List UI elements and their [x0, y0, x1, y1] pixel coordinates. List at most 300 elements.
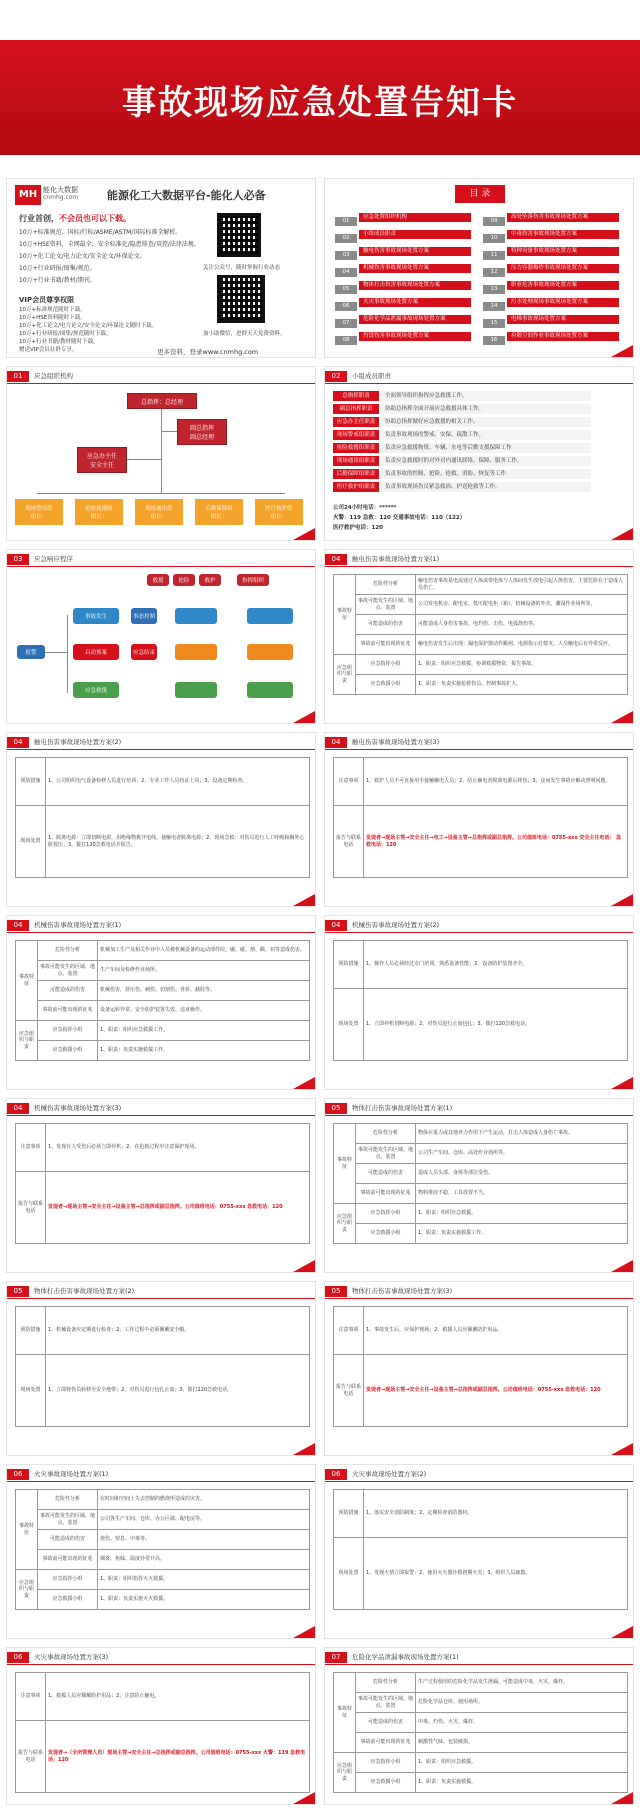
duty-role: 应急办主任职责	[333, 417, 379, 427]
table-row	[16, 1490, 310, 1510]
plan-table	[333, 940, 628, 1061]
table-label-cell: 应急救援小组	[356, 675, 416, 695]
duty-description: 负责事故现场伤员紧急救治、护送抢救等工作。	[381, 482, 591, 492]
table-label-cell: 事故可能发生的区域、地点、装置	[356, 1693, 416, 1713]
table-label-cell: 事故可能发生的区域、地点、装置	[356, 595, 416, 615]
corner-decoration	[611, 528, 633, 540]
table-row	[334, 1224, 628, 1244]
duty-footer-line: 公司24小时电话：******	[333, 505, 397, 511]
ad-sub-pre: 行业首创，	[19, 214, 59, 223]
table-value-cell: 公司发电机房、配电室、低压配电柜（箱）、机械设备的外壳、潮湿作业场所等。	[416, 595, 628, 615]
catalog-item-label: 高处坠落伤害事故现场处置方案	[507, 213, 619, 222]
ad-line: 10万+HSE资料，全网最全，安全标准化/隐患排查/双控/法律法规。	[19, 241, 200, 248]
vip-title: VIP会员尊享权限	[19, 296, 75, 304]
plan-slide	[324, 1464, 634, 1639]
table-value-cell: 1、职责：组织应急救援，协调救援物资，报告事故。	[416, 655, 628, 675]
duty-role: 现场警戒组职责	[333, 430, 379, 440]
catalog-item-label: 机械伤害事故现场处置方案	[359, 264, 471, 273]
catalog-item-label: 物体打击伤害事故现场处置方案	[359, 281, 471, 290]
table-label-cell: 预防措施	[334, 941, 364, 989]
plan-table	[15, 757, 310, 878]
table-value-cell: 1、职责：组织指挥灭火救援。	[98, 1570, 310, 1590]
table-group-cell: 事故特征	[334, 1673, 356, 1753]
catalog-item-label: 污水处理现场事故现场处置方案	[507, 298, 619, 307]
table-value-cell: 造成人员头部、身体等部位受伤。	[416, 1164, 628, 1184]
plan-slide	[6, 1281, 316, 1456]
corner-decoration	[611, 1443, 633, 1455]
catalog-item-label: 电梯事故现场处置方案	[507, 315, 619, 324]
table-group-cell: 应急组织与职责	[16, 1570, 38, 1610]
table-label-cell: 可能造成的伤害	[356, 1164, 416, 1184]
table-value-cell: 1、事故发生后，应保护现场；2、救援人员应佩戴防护用品。	[364, 1307, 628, 1355]
table-value-cell: 1、职责：负责实施灭火救援。	[98, 1590, 310, 1610]
table-label-cell: 事故可能发生的区域、地点、装置	[38, 961, 98, 981]
catalog-item-number: 06	[335, 302, 357, 311]
table-label-cell: 现场处置	[16, 806, 46, 878]
table-row	[16, 1590, 310, 1610]
table-label-cell: 事故前可能出现的征兆	[356, 1733, 416, 1753]
catalog-item-label: 中毒伤害事故现场处置方案	[507, 230, 619, 239]
table-value-cell: 1、救援人员应佩戴防护用品；2、注意防止触电。	[46, 1673, 310, 1721]
flow-role: 救护	[199, 574, 221, 586]
table-label-cell: 可能造成的伤害	[356, 615, 416, 635]
plan-slide	[324, 915, 634, 1090]
slide-divider	[7, 1481, 315, 1482]
table-row	[16, 1510, 310, 1530]
table-value-cell: 在时间和空间上失去控制的燃烧所造成的灾害。	[98, 1490, 310, 1510]
table-label-cell: 危险性分析	[356, 575, 416, 595]
catalog-item	[335, 281, 471, 290]
table-row	[16, 1673, 310, 1721]
flow-action	[247, 682, 293, 698]
slide-title: 火灾事故现场处置方案(2)	[352, 1470, 427, 1478]
flow-action	[247, 608, 293, 624]
table-label-cell: 应急指挥小组	[38, 1021, 98, 1041]
flow-node: 事态控制	[131, 608, 157, 624]
table-label-cell: 事故前可能出现的征兆	[356, 1184, 416, 1204]
table-value-cell: 1、操作人员必须经过专门培训，熟悉设备性能；2、设备防护装置齐全。	[364, 941, 628, 989]
plan-table	[15, 1306, 310, 1427]
catalog-item-number: 14	[483, 302, 505, 311]
table-row	[334, 758, 628, 806]
slide-title: 小组成员职责	[352, 372, 391, 380]
ad-headline: 能源化工大数据平台-能化人必备	[107, 189, 266, 202]
table-row	[334, 655, 628, 675]
table-value-cell: 1、职责：组织应急救援。	[416, 1204, 628, 1224]
table-value-cell: 1、脱离电源：立即切断电源，用绝缘物挑开电线，使触电者脱离电源；2、现场急救：对伤员进行人工呼吸和胸外心脏按压；3、拨打120急救电话并报告。	[46, 806, 310, 878]
duty-role: 总指挥职责	[333, 391, 379, 401]
plan-table	[333, 574, 628, 695]
table-row	[334, 989, 628, 1061]
plan-slide	[324, 1281, 634, 1456]
table-value-cell: 危险化学品仓库、使用场所。	[416, 1693, 628, 1713]
corner-decoration	[611, 1626, 633, 1638]
table-value-cell: 生产车间及检修作业场所。	[98, 961, 310, 981]
ad-line: 10万+行业研报/图集/规范。	[19, 265, 96, 272]
table-value-cell: 发现者→（全所管理人员）现场主管→安全主任→总指挥或副总指挥。公司值班电话：0755-xxx 火警：119 急救电话：120	[46, 1721, 310, 1793]
table-label-cell: 预防措施	[16, 1307, 46, 1355]
flow-step: 应急救援	[73, 682, 119, 698]
catalog-item	[335, 230, 471, 239]
table-label-cell: 现场处置	[16, 1355, 46, 1427]
duty-description: 负责应急救援物资、车辆、水电等后勤支援保障工作	[381, 443, 591, 453]
plan-slide	[6, 732, 316, 907]
flow-action	[175, 608, 217, 624]
table-row	[334, 1538, 628, 1610]
table-row	[334, 1164, 628, 1184]
plan-table	[333, 757, 628, 878]
table-value-cell: 1、公司组织电气设备检修人员进行培训；2、专业工作人员持证上岗；3、设备定期检查。	[46, 758, 310, 806]
plan-slide	[324, 549, 634, 724]
table-row	[334, 1673, 628, 1693]
slide-divider	[325, 1298, 633, 1299]
flow-role: 抢险	[173, 574, 195, 586]
catalog-item-number: 01	[335, 217, 357, 226]
catalog-item-label: 灼烫伤害事故现场处置方案	[359, 332, 471, 341]
table-row	[16, 1530, 310, 1550]
table-label-cell: 注意事项	[334, 1307, 364, 1355]
catalog-item	[483, 332, 619, 341]
slide-number: 06	[325, 1469, 347, 1480]
catalog-item	[335, 213, 471, 222]
ad-line: 10万+化工论文/电力论文/安全论文/环保论文。	[19, 253, 146, 260]
table-value-cell: 1、职责：负责实施救援。	[416, 1773, 628, 1793]
catalog-item-label: 有限空间作业事故现场处置方案	[507, 332, 619, 341]
table-row	[16, 1570, 310, 1590]
table-value-cell: 1、救护人员不可直接用手接触触电人员；2、防止触电者脱离电源后摔伤；3、夜间发生事故应解决照明问题。	[364, 758, 628, 806]
duty-description: 全面领导组织指挥应急救援工作。	[381, 391, 591, 401]
table-row	[334, 806, 628, 878]
corner-decoration	[293, 1077, 315, 1089]
table-value-cell: 物体在重力或其他外力作用下产生运动，打击人体造成人身伤亡事故。	[416, 1124, 628, 1144]
table-row	[16, 1172, 310, 1244]
catalog-title: 目 录	[455, 185, 505, 203]
org-slide	[6, 366, 316, 541]
table-row	[334, 615, 628, 635]
table-value-cell: 1、职责：负责实施救援工作。	[98, 1041, 310, 1061]
table-row	[334, 1144, 628, 1164]
flow-step: 事故发生	[73, 608, 119, 624]
flow-action	[247, 644, 293, 660]
slide-divider	[7, 932, 315, 933]
table-group-cell: 应急组织与职责	[16, 1021, 38, 1061]
catalog-item	[335, 247, 471, 256]
table-row	[16, 806, 310, 878]
slide-number: 07	[325, 1652, 347, 1663]
table-label-cell: 应急指挥小组	[356, 1204, 416, 1224]
plan-slide	[324, 1098, 634, 1273]
catalog-item	[483, 264, 619, 273]
table-label-cell: 报告与联系电话	[334, 1355, 364, 1427]
catalog-item-label: 压力容器爆炸事故现场处置方案	[507, 264, 619, 273]
slide-divider	[7, 1664, 315, 1665]
duty-description: 负责事故的控制、抢险、抢救、消防、恢复等工作	[381, 469, 591, 479]
table-label-cell: 预防措施	[16, 758, 46, 806]
ad-line: 10万+行业书籍/教材/期刊。	[19, 277, 96, 284]
qr2-caption: 加小助微信，进群天天免费资料。	[203, 331, 286, 337]
table-row	[334, 1693, 628, 1713]
slide-number: 03	[7, 554, 29, 565]
slide-title: 触电伤害事故现场处置方案(3)	[352, 738, 440, 746]
slide-title: 危险化学品泄漏事故现场处置方案(1)	[352, 1653, 459, 1661]
table-label-cell: 应急救援小组	[38, 1590, 98, 1610]
corner-decoration	[293, 1792, 315, 1804]
table-value-cell: 设备运转异常、安全防护装置失效、违章操作。	[98, 1001, 310, 1021]
table-row	[16, 1001, 310, 1021]
slide-divider	[325, 1664, 633, 1665]
vip-item: 赠送VIP会员社群专享。	[19, 347, 78, 353]
table-row	[16, 941, 310, 961]
table-value-cell: 1、发现火情立即报警；2、使用灭火器扑救初期火灾；3、组织人员疏散。	[364, 1538, 628, 1610]
table-value-cell: 1、立即将伤员转移至安全地带；2、对伤员进行包扎止血；3、拨打120急救电话。	[46, 1355, 310, 1427]
org-team: 后勤保障组 组长：	[195, 499, 243, 525]
table-value-cell: 触电伤害发生后出现：漏电保护器动作跳闸、电源指示灯熄灭、人员触电后有异常反应。	[416, 635, 628, 655]
slide-title: 物体打击伤害事故现场处置方案(2)	[34, 1287, 135, 1295]
slide-divider	[325, 932, 633, 933]
table-row	[334, 595, 628, 615]
table-row	[334, 941, 628, 989]
flow-start: 报警	[17, 645, 45, 659]
slide-divider	[7, 566, 315, 567]
table-row	[334, 1733, 628, 1753]
table-row	[16, 1550, 310, 1570]
page-title: 事故现场应急处置告知卡	[122, 83, 518, 123]
plan-slide	[324, 732, 634, 907]
table-row	[334, 675, 628, 695]
slide-number: 05	[325, 1103, 347, 1114]
vip-item: 10万+标准规范随时下载。	[19, 307, 86, 313]
table-group-cell: 事故特征	[16, 941, 38, 1021]
slide-number: 06	[7, 1652, 29, 1663]
table-value-cell: 1、发现有人受伤后必须立即停机；2、在抢救过程中注意保护现场。	[46, 1124, 310, 1172]
duty-role: 抢险救援组职责	[333, 443, 379, 453]
catalog-item-number: 13	[483, 285, 505, 294]
corner-decoration	[293, 1260, 315, 1272]
table-row	[334, 575, 628, 595]
catalog-item-number: 10	[483, 234, 505, 243]
table-label-cell: 预防措施	[334, 1490, 364, 1538]
table-label-cell: 现场处置	[334, 989, 364, 1061]
slide-title: 物体打击伤害事故现场处置方案(3)	[352, 1287, 453, 1295]
ad-slide	[6, 178, 316, 358]
slide-title: 触电伤害事故现场处置方案(1)	[352, 555, 440, 563]
duty-role: 副总指挥职责	[333, 404, 379, 414]
duty-description: 协助总指挥做好应急救援的相关工作。	[381, 417, 591, 427]
catalog-item	[335, 264, 471, 273]
flow-node: 应急结束	[131, 644, 157, 660]
catalog-item-number: 02	[335, 234, 357, 243]
table-group-cell: 事故特征	[334, 575, 356, 655]
org-team: 现场通讯组 组长：	[135, 499, 183, 525]
table-label-cell: 危险性分析	[38, 1490, 98, 1510]
table-label-cell: 注意事项	[16, 1673, 46, 1721]
slide-divider	[7, 749, 315, 750]
duty-role: 现场通讯组职责	[333, 456, 379, 466]
slide-divider	[325, 1115, 633, 1116]
org-team: 现场警戒组 组长：	[15, 499, 63, 525]
plan-slide	[6, 1647, 316, 1805]
table-label-cell: 事故前可能出现的征兆	[38, 1550, 98, 1570]
duty-description: 协助总指挥全面开展应急救援具体工作。	[381, 404, 591, 414]
table-value-cell: 1、职责：负责实施救援工作。	[416, 1224, 628, 1244]
slide-number: 05	[7, 1286, 29, 1297]
duty-slide	[324, 366, 634, 541]
table-value-cell: 发现者→现场主管→安全主任→设备主管→总指挥或副总指挥。公司值班电话：0755-xxx 急救电话：120	[46, 1172, 310, 1244]
table-value-cell: 机械加工生产及相关作业中人员被机械设备的运动部件绞、碾、碰、割、戳、切等造成伤害。	[98, 941, 310, 961]
org-team: 医疗救护组 组长：	[255, 499, 303, 525]
slide-divider	[325, 383, 633, 384]
org-team: 抢险救援组 组长：	[75, 499, 123, 525]
table-label-cell: 报告与联系电话	[16, 1172, 46, 1244]
duty-footer-line: 医疗救护电话：120	[333, 525, 383, 531]
vip-item: 10万+行业书籍/教材随时下载。	[19, 339, 99, 345]
ad-footer: 更多资料，登录www.cnmhg.com	[157, 348, 259, 356]
plan-table	[333, 1123, 628, 1244]
catalog-item	[335, 298, 471, 307]
table-row	[16, 1355, 310, 1427]
table-value-cell: 1、落实安全消防制度；2、定期检查消防器材。	[364, 1490, 628, 1538]
plan-table	[15, 940, 310, 1061]
table-label-cell: 事故前可能出现的征兆	[38, 1001, 98, 1021]
catalog-item-label: 小组成员职责	[359, 230, 471, 239]
org-commander: 总指挥：总经理	[127, 393, 197, 409]
corner-decoration	[293, 711, 315, 723]
catalog-item-label: 危险化学品泄漏事故现场处置方案	[359, 315, 471, 324]
table-row	[334, 1753, 628, 1773]
table-row	[334, 1307, 628, 1355]
table-value-cell: 1、立即停机切断电源；2、对伤员进行止血包扎；3、拨打120急救电话。	[364, 989, 628, 1061]
catalog-slide	[324, 178, 634, 358]
table-row	[334, 1355, 628, 1427]
table-label-cell: 危险性分析	[356, 1673, 416, 1693]
flow-role: 救援	[147, 574, 169, 586]
catalog-item-number: 15	[483, 319, 505, 328]
table-value-cell: 可能造成人身伤害事故、电灼伤、击伤、电弧烧伤等。	[416, 615, 628, 635]
catalog-item-number: 07	[335, 319, 357, 328]
slide-number: 04	[7, 1103, 29, 1114]
flow-slide	[6, 549, 316, 724]
catalog-item-number: 16	[483, 336, 505, 345]
table-label-cell: 应急救援小组	[356, 1224, 416, 1244]
catalog-item-label: 职业危害事故现场处置方案	[507, 281, 619, 290]
corner-decoration	[611, 345, 633, 357]
slide-divider	[7, 383, 315, 384]
table-label-cell: 事故可能发生的区域、地点、装置	[38, 1510, 98, 1530]
slide-divider	[325, 1481, 633, 1482]
catalog-item	[483, 230, 619, 239]
table-label-cell: 应急指挥小组	[356, 655, 416, 675]
duty-description: 负责事故现场的警戒、安保、疏散工作。	[381, 430, 591, 440]
slide-number: 04	[7, 737, 29, 748]
table-value-cell: 刺激性气味、包装破损。	[416, 1733, 628, 1753]
table-value-cell: 烧伤、窒息、中毒等。	[98, 1530, 310, 1550]
plan-table	[333, 1306, 628, 1427]
catalog-item	[335, 315, 471, 324]
catalog-item-label: 应急处置组织机构	[359, 213, 471, 222]
table-label-cell: 报告与联系电话	[16, 1721, 46, 1793]
catalog-item-number: 03	[335, 251, 357, 260]
duty-footer-line: 火警：119 急救：120 交通事故电话：110（122）	[333, 515, 466, 521]
catalog-item-number: 11	[483, 251, 505, 260]
plan-slide	[6, 915, 316, 1090]
slide-title: 机械伤害事故现场处置方案(3)	[34, 1104, 122, 1112]
slide-title: 应急响应程序	[34, 555, 73, 563]
table-value-cell: 发现者→现场主管→安全主任→设备主管→总指挥或副总指挥。公司值班电话：0755-xxx 急救电话：120	[364, 1355, 628, 1427]
table-label-cell: 危险性分析	[356, 1124, 416, 1144]
plan-slide	[6, 1098, 316, 1273]
catalog-item-number: 09	[483, 217, 505, 226]
table-value-cell: 生产过程使用的危险化学品发生泄漏，可能造成中毒、火灾、爆炸。	[416, 1673, 628, 1693]
table-label-cell: 可能造成的伤害	[356, 1713, 416, 1733]
ad-line: 10万+标准规范、国标/行标/ASME/ASTM/国际标准全解析。	[19, 229, 182, 236]
table-value-cell: 烟雾、焦味、温度异常升高。	[98, 1550, 310, 1570]
table-row	[334, 1713, 628, 1733]
corner-decoration	[611, 1792, 633, 1804]
flow-action	[175, 644, 217, 660]
table-value-cell: 1、职责：组织应急救援。	[416, 1753, 628, 1773]
slide-divider	[325, 566, 633, 567]
slide-divider	[7, 1115, 315, 1116]
slide-number: 04	[325, 737, 347, 748]
slide-title: 火灾事故现场处置方案(3)	[34, 1653, 109, 1661]
corner-decoration	[611, 1077, 633, 1089]
table-label-cell: 应急指挥小组	[38, 1570, 98, 1590]
catalog-item	[483, 281, 619, 290]
table-group-cell: 事故特征	[16, 1490, 38, 1570]
plan-table	[333, 1672, 628, 1793]
slide-title: 机械伤害事故现场处置方案(2)	[352, 921, 440, 929]
table-label-cell: 注意事项	[334, 758, 364, 806]
vip-item: 10万+化工论文/电力论文/安全论文/环保论文随时下载。	[19, 323, 158, 329]
table-row	[16, 981, 310, 1001]
catalog-item	[483, 315, 619, 324]
brand-logo: MH	[15, 185, 41, 205]
vip-item: 10万+HSE资料随时下载。	[19, 315, 86, 321]
duty-description: 负责应急救援时的对外对内通讯联络、保障、服务工作。	[381, 456, 591, 466]
catalog-item-label: 触电伤害事故现场处置方案	[359, 247, 471, 256]
slide-title: 触电伤害事故现场处置方案(2)	[34, 738, 122, 746]
vip-item: 10万+行业研报/图集/规范随时下载。	[19, 331, 112, 337]
catalog-item	[483, 298, 619, 307]
plan-table	[333, 1489, 628, 1610]
plan-table	[15, 1123, 310, 1244]
table-label-cell: 应急救援小组	[356, 1773, 416, 1793]
slide-number: 04	[7, 920, 29, 931]
table-label-cell: 可能造成的伤害	[38, 981, 98, 1001]
catalog-item-number: 12	[483, 268, 505, 277]
slide-number: 06	[7, 1469, 29, 1480]
table-row	[334, 1184, 628, 1204]
slide-divider	[7, 1298, 315, 1299]
table-row	[334, 1124, 628, 1144]
table-row	[16, 758, 310, 806]
catalog-item-label: 特种设备事故现场处置方案	[507, 247, 619, 256]
qr1-caption: 关注公众号，随时掌握行业动态	[203, 265, 281, 271]
table-label-cell: 事故前可能出现的征兆	[356, 635, 416, 655]
table-row	[334, 635, 628, 655]
table-row	[16, 1721, 310, 1793]
org-vice-commander: 副总指挥 副总经理	[177, 419, 227, 445]
table-row	[16, 1041, 310, 1061]
table-row	[16, 1307, 310, 1355]
table-row	[16, 1021, 310, 1041]
flow-action	[175, 682, 217, 698]
table-row	[334, 1204, 628, 1224]
slide-title: 物体打击伤害事故现场处置方案(1)	[352, 1104, 453, 1112]
table-label-cell: 注意事项	[16, 1124, 46, 1172]
table-row	[16, 1124, 310, 1172]
table-label-cell: 应急指挥小组	[356, 1753, 416, 1773]
